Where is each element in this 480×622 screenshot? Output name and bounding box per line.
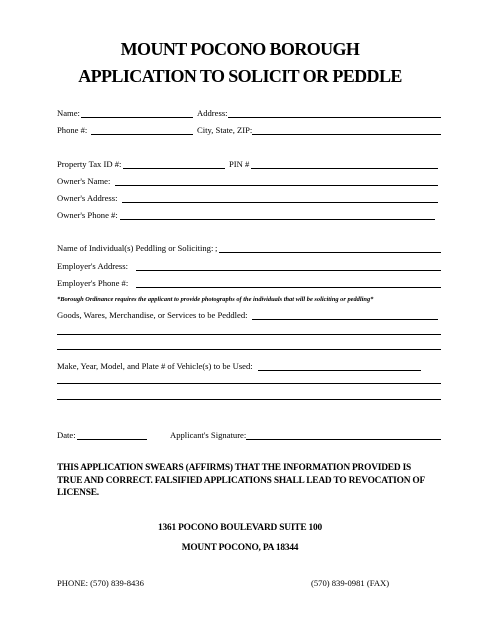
- goods-label: Goods, Wares, Merchandise, or Services to be Peddled:: [57, 310, 248, 320]
- employer-address-field[interactable]: [136, 270, 441, 271]
- signature-field[interactable]: [246, 439, 441, 440]
- vehicle-line-2[interactable]: [57, 383, 441, 384]
- name-field[interactable]: [81, 117, 193, 118]
- pin-label: PIN #: [229, 159, 250, 169]
- address-field[interactable]: [228, 117, 441, 118]
- address-label: Address:: [197, 108, 228, 118]
- title-borough: MOUNT POCONO BOROUGH: [120, 39, 360, 59]
- owner-address-label: Owner's Address:: [57, 193, 118, 203]
- ordinance-note: *Borough Ordinance requires the applicant to provide photographs of the individuals that will be soliciting or peddling*: [57, 296, 374, 303]
- owner-phone-label: Owner's Phone #:: [57, 210, 118, 220]
- city-state-zip-label: City, State, ZIP:: [197, 125, 253, 135]
- vehicle-label: Make, Year, Model, and Plate # of Vehicle(s) to be Used:: [57, 361, 253, 371]
- tax-id-field[interactable]: [123, 168, 225, 169]
- signature-label: Applicant's Signature:: [170, 430, 247, 440]
- owner-address-field[interactable]: [122, 202, 438, 203]
- date-label: Date:: [57, 430, 76, 440]
- office-city: MOUNT POCONO, PA 18344: [181, 543, 299, 553]
- owner-name-label: Owner's Name:: [57, 176, 111, 186]
- tax-id-label: Property Tax ID #:: [57, 159, 122, 169]
- footer-phone: PHONE: (570) 839-8436: [57, 578, 144, 588]
- owner-name-field[interactable]: [115, 185, 438, 186]
- goods-line-2[interactable]: [57, 334, 441, 335]
- goods-line-3[interactable]: [57, 349, 441, 350]
- title-application: APPLICATION TO SOLICIT OR PEDDLE: [78, 66, 402, 86]
- goods-field[interactable]: [252, 319, 438, 320]
- employer-phone-field[interactable]: [136, 287, 441, 288]
- name-label: Name:: [57, 108, 80, 118]
- individuals-field[interactable]: [219, 252, 441, 253]
- vehicle-line-3[interactable]: [57, 399, 441, 400]
- employer-address-label: Employer's Address:: [57, 261, 129, 271]
- footer-fax: (570) 839-0981 (FAX): [311, 578, 390, 588]
- individuals-label: Name of Individual(s) Peddling or Soliciting:: [57, 243, 214, 253]
- phone-field[interactable]: [91, 134, 193, 135]
- pin-field[interactable]: [251, 168, 438, 169]
- city-state-zip-field[interactable]: [252, 134, 441, 135]
- phone-label: Phone #:: [57, 125, 88, 135]
- employer-phone-label: Employer's Phone #:: [57, 278, 129, 288]
- individuals-value: ;: [215, 243, 218, 253]
- oath-statement: THIS APPLICATION SWEARS (AFFIRMS) THAT THE INFORMATION PROVIDED IS TRUE AND CORRECT. FALSIFIED APPLICATIONS SHALL LEAD TO REVOCATION OF LICENSE.: [57, 463, 425, 498]
- date-field[interactable]: [77, 439, 147, 440]
- vehicle-field[interactable]: [258, 370, 421, 371]
- office-street: 1361 POCONO BOULEVARD SUITE 100: [158, 523, 322, 533]
- owner-phone-field[interactable]: [120, 219, 435, 220]
